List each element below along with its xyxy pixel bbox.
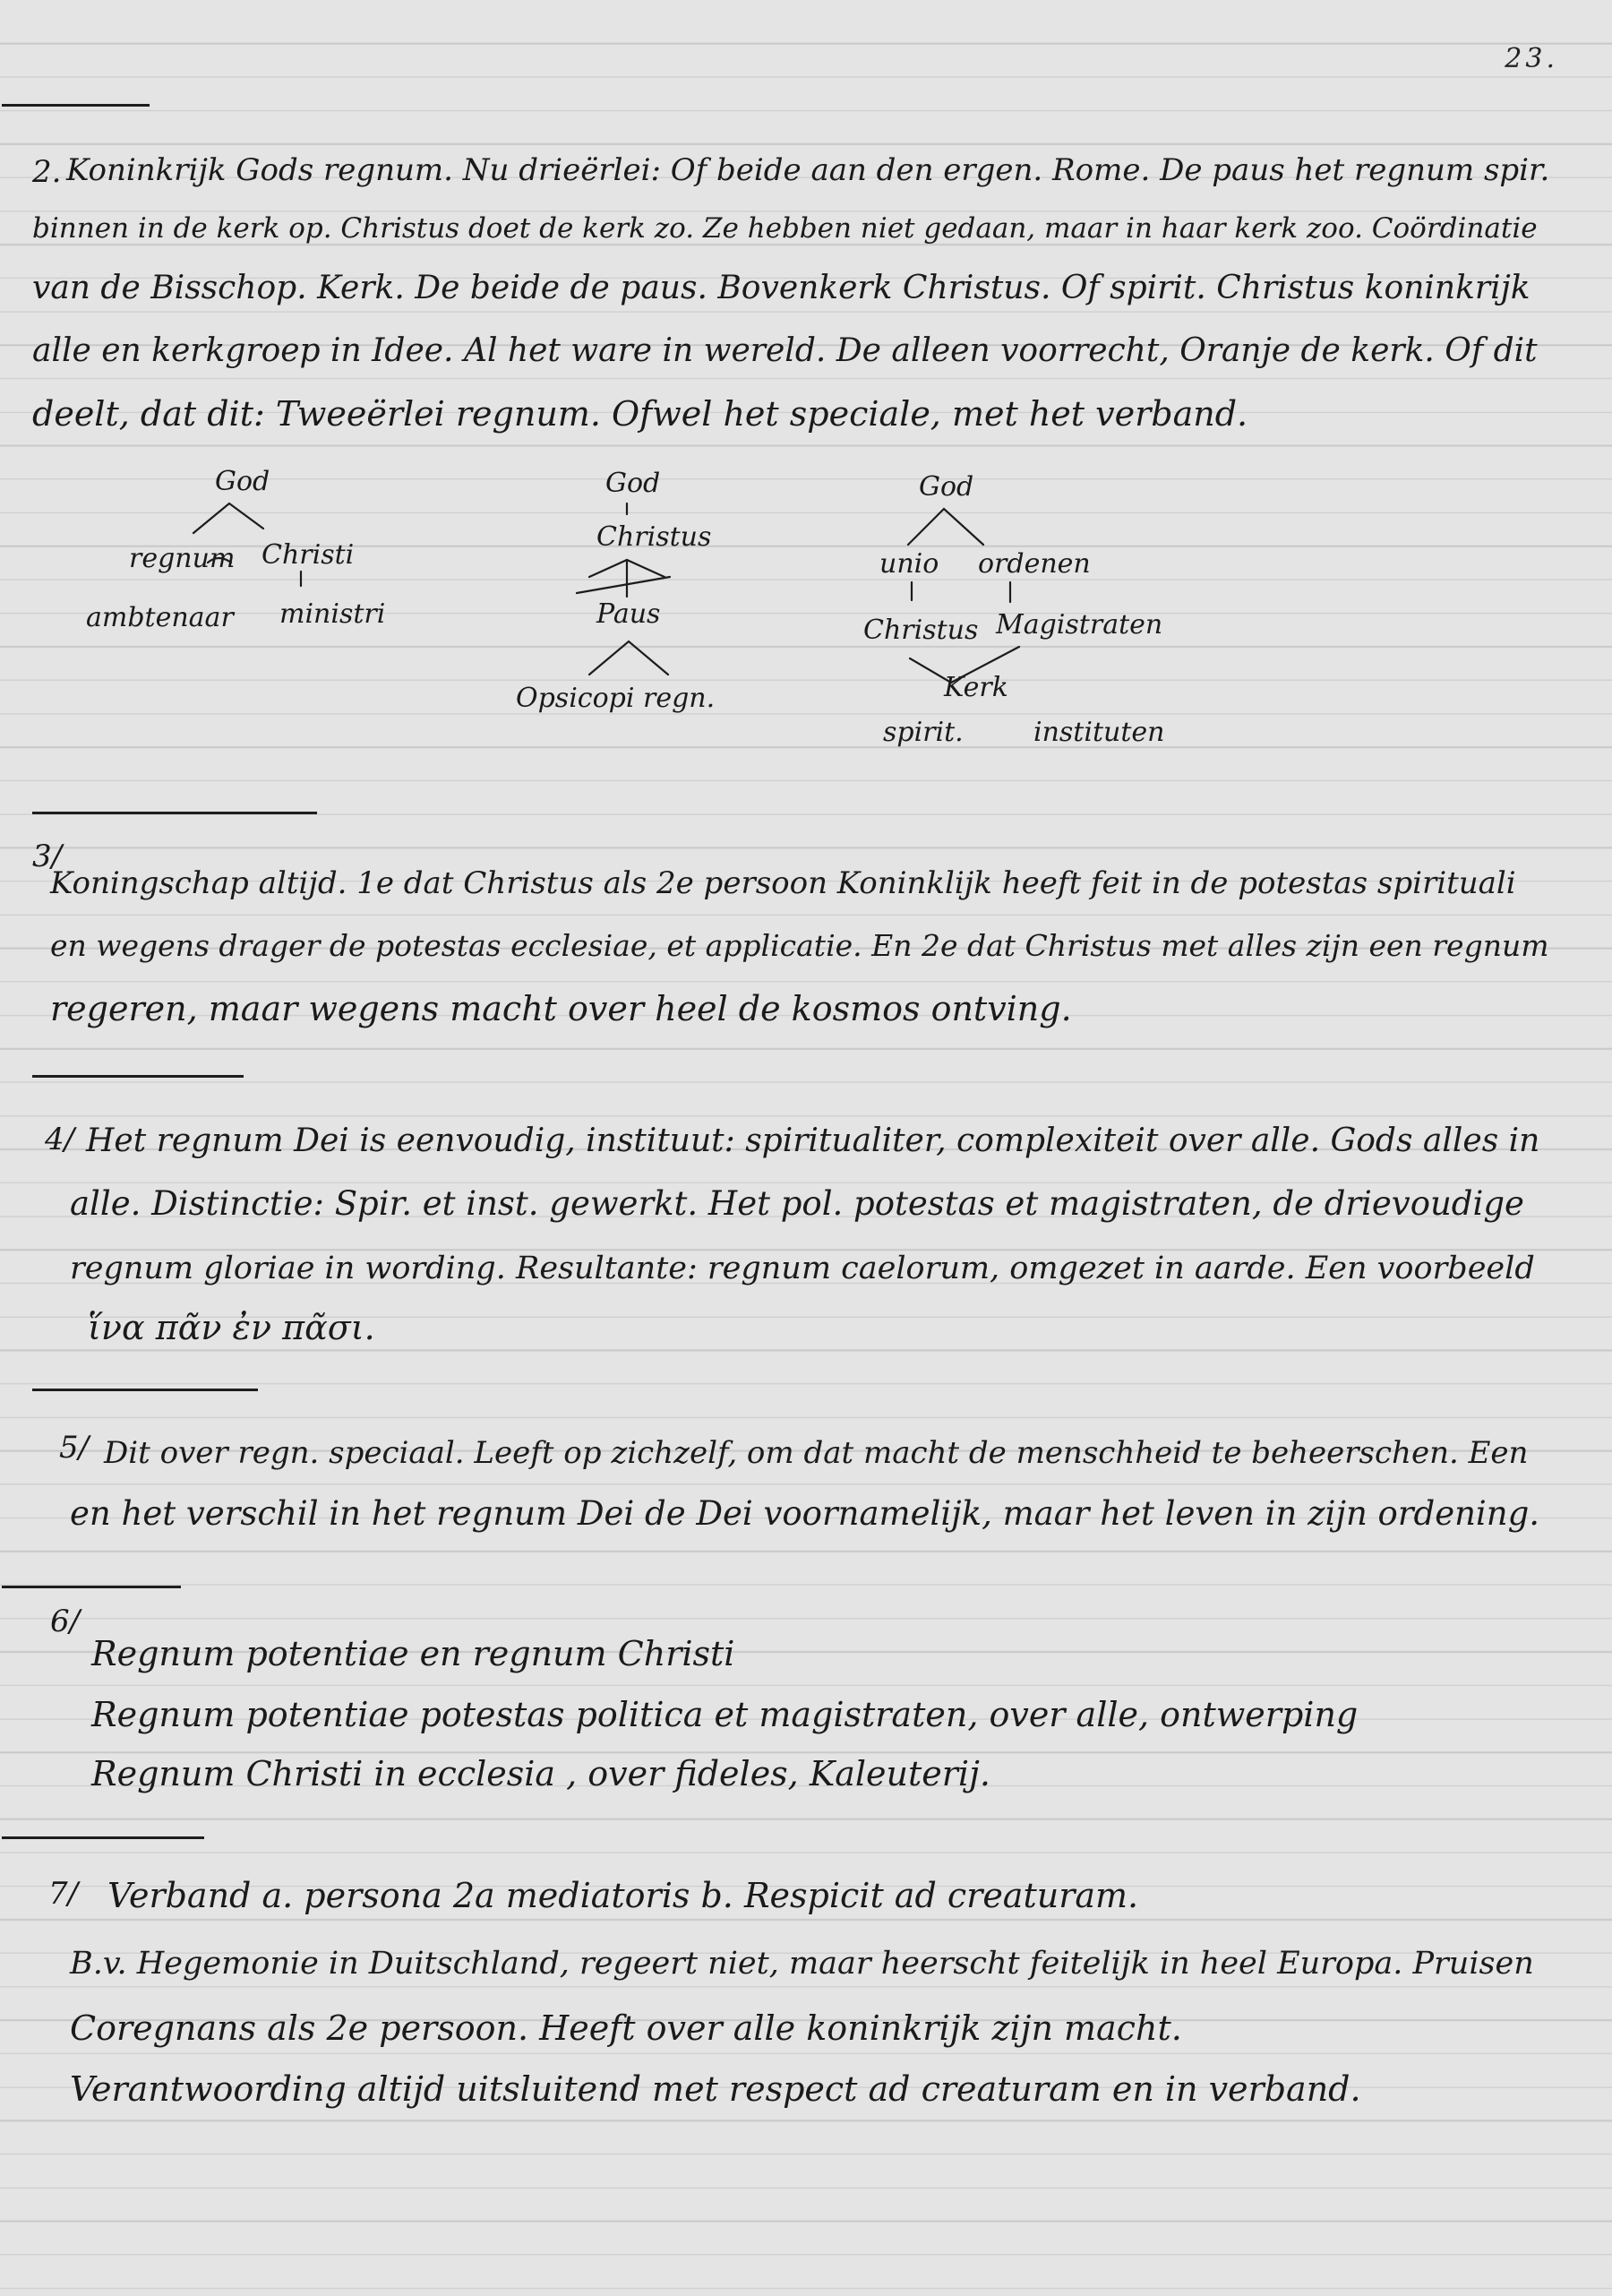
diagram-label-bottom: Opsicopi regn. <box>516 683 716 714</box>
text-line: Coregnans als 2e persoon. Heeft over alle koninkrijk zijn macht. <box>70 2008 1182 2048</box>
section-2 <box>32 134 1573 806</box>
section-divider <box>2 1836 204 1839</box>
diagram-label-left: regnum <box>129 543 236 574</box>
text-line: deelt, dat dit: Tweeërlei regnum. Ofwel het speciale, met het verband. <box>32 394 1248 434</box>
text-line: Koningschap altijd. 1e dat Christus als 2e persoon Koninklijk heeft feit in de potestas spirituali <box>50 865 1516 901</box>
section-6 <box>32 1604 1573 1819</box>
section-5 <box>32 1417 1573 1561</box>
section-divider <box>2 104 150 107</box>
section-number: 2. <box>32 154 62 190</box>
text-line: Regnum potentiae en regnum Christi <box>91 1634 735 1673</box>
diagram-label-bottom-right: instituten <box>1033 717 1165 748</box>
text-line: alle en kerkgroep in Idee. Al het ware in wereld. De alleen voorrecht, Oranje de kerk. Of dit <box>32 332 1538 369</box>
text-line: van de Bisschop. Kerk. De beide de paus. Bovenkerk Christus. Of spirit. Christus koninkrijk <box>32 270 1531 306</box>
text-line: alle. Distinctie: Spir. et inst. gewerkt. Het pol. potestas et magistraten, de drievoudige <box>70 1184 1524 1223</box>
diagram-label-bottom-left: spirit. <box>883 717 964 748</box>
diagram-label-under-right: ministri <box>279 598 386 630</box>
text-line: regnum gloriae in wording. Resultante: regnum caelorum, omgezet in aarde. Een voorbeeld <box>70 1251 1535 1286</box>
section-number: 7/ <box>48 1876 79 1912</box>
diagram-label-right: Christi <box>262 539 355 571</box>
diagram-label-under-left: ambtenaar <box>86 602 234 633</box>
text-line: ἵνα πᾶν ἐν πᾶσι. <box>88 1308 375 1347</box>
text-line: Verantwoording altijd uitsluitend met respect ad creaturam en in verband. <box>70 2069 1361 2109</box>
section-divider <box>32 1075 244 1078</box>
diagram-label-bottom: Kerk <box>944 672 1008 703</box>
section-3 <box>32 838 1573 1053</box>
diagram-label-top: God <box>215 466 270 497</box>
page-number: 23. <box>1505 43 1558 74</box>
text-line: Regnum Christi in ecclesia , over fideles, Kaleuterij. <box>91 1754 990 1793</box>
section-divider <box>2 1586 181 1588</box>
section-number: 4/ <box>45 1122 75 1157</box>
diagram-label-right: ordenen <box>978 548 1091 580</box>
section-divider <box>32 1389 258 1391</box>
text-line: Het regnum Dei is eenvoudig, instituut: spiritualiter, complexiteit over alle. Gods alles in <box>86 1122 1540 1159</box>
diagram-label-middle: Christus <box>596 521 712 553</box>
diagram-label-lower-left: Christus <box>863 615 979 646</box>
section-divider <box>32 812 317 814</box>
section-number: 5/ <box>59 1430 90 1466</box>
text-line: B.v. Hegemonie in Duitschland, regeert niet, maar heerscht feitelijk in heel Europa. Pruisen <box>70 1946 1534 1982</box>
text-line: en wegens drager de potestas ecclesiae, et applicatie. En 2e dat Christus met alles zijn een regnum <box>50 928 1549 963</box>
diagram-label-lower-right: Magistraten <box>996 609 1163 641</box>
section-number: 3/ <box>32 838 63 874</box>
diagram-label-top: God <box>919 471 974 503</box>
text-line: en het verschil in het regnum Dei de Dei voornamelijk, maar het leven in zijn ordening. <box>70 1494 1540 1533</box>
diagram-label-lower: Paus <box>596 598 661 630</box>
text-line: Verband a. persona 2a mediatoris b. Respicit ad creaturam. <box>107 1876 1139 1915</box>
diagram-connector-lines <box>32 134 1573 806</box>
section-7 <box>32 1863 1573 2132</box>
diagram-label-left: unio <box>879 548 939 580</box>
text-line: regeren, maar wegens macht over heel de kosmos ontving. <box>50 989 1072 1028</box>
text-line: Dit over regn. speciaal. Leeft op zichzelf, om dat macht de menschheid te beheerschen. Een <box>104 1435 1529 1471</box>
diagram-label-top: God <box>605 468 661 499</box>
section-number: 6/ <box>50 1604 81 1639</box>
section-4 <box>32 1107 1573 1367</box>
text-line: binnen in de kerk op. Christus doet de kerk zo. Ze hebben niet gedaan, maar in haar kerk zoo. Coördinatie <box>32 212 1538 245</box>
text-line: Regnum potentiae potestas politica et magistraten, over alle, ontwerping <box>91 1695 1359 1734</box>
text-line: Koninkrijk Gods regnum. Nu drieërlei: Of beide aan den ergen. Rome. De paus het regnum spir. <box>66 152 1550 188</box>
